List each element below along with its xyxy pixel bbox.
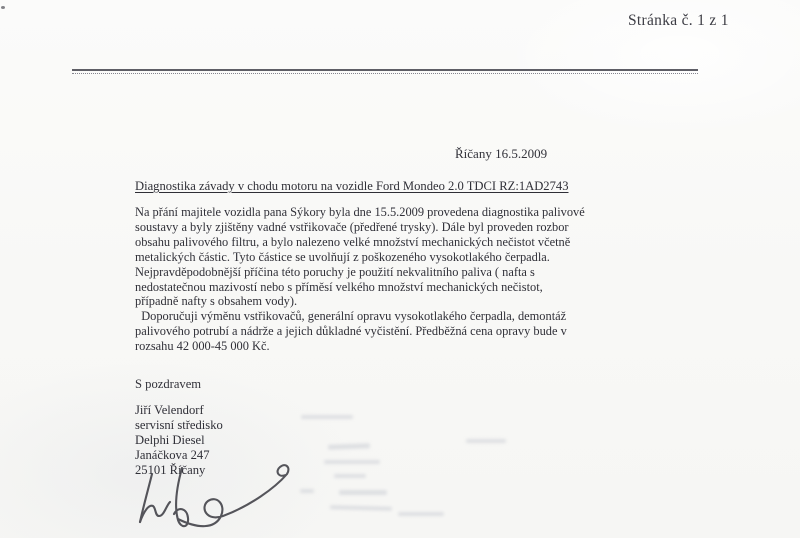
letter-closing: S pozdravem (135, 377, 202, 391)
bleed-through-smudge (301, 415, 353, 419)
signatory-name: Jiří Velendorf (135, 403, 204, 417)
bleed-through-smudge (339, 490, 387, 495)
body-line: Na přání majitele vozidla pana Sýkory byla dne 15.5.2009 provedena diagnostika palivové (135, 205, 585, 219)
handwritten-signature (128, 458, 318, 536)
body-line: případně nafty s obsahem vody). (135, 294, 298, 309)
bleed-through-smudge (328, 443, 370, 449)
signatory-street: Janáčkova 247 (135, 448, 210, 463)
body-line: rozsahu 42 000-45 000 Kč. (135, 339, 270, 354)
letter-date: Říčany 16.5.2009 (455, 146, 548, 161)
horizontal-rule-dotted (72, 73, 698, 74)
signatory-role: servisní středisko (135, 418, 223, 433)
bleed-through-smudge (330, 505, 392, 511)
bleed-through-smudge (334, 474, 366, 478)
body-line: obsahu palivového filtru, a bylo nalezeno velké množství mechanických nečistot včetně (135, 234, 571, 249)
signatory-company: Delphi Diesel (135, 433, 205, 448)
body-line: Doporučuji výměnu vstřikovačů, generální opravu vysokotlakého čerpadla, demontáž (135, 309, 567, 324)
body-line: soustavy a byly zjištěny vadné vstřikovače (předřené trysky). Dále byl proveden rozbor (135, 219, 569, 234)
body-line: palivového potrubí a nádrže a jejich důkladné vyčistění. Předběžná cena opravy bude v (135, 324, 567, 339)
bleed-through-smudge (324, 460, 380, 464)
signatory-city: 25101 Říčany (135, 463, 206, 478)
page-number-header: Stránka č. 1 z 1 (628, 12, 729, 29)
horizontal-rule (72, 69, 698, 71)
body-line: metalických částic. Tyto částice se uvolňují z poškozeného vysokotlakého čerpadla. (135, 249, 550, 264)
bleed-through-smudge (300, 489, 314, 493)
bleed-through-smudge (398, 512, 444, 516)
body-line: Nejpravděpodobnější příčina této poruchy je použití nekvalitního paliva ( nafta s (135, 264, 535, 279)
bleed-through-smudge (466, 439, 506, 443)
body-line: nedostatečnou mazivostí nebo s příměsí velkého množství mechanických nečistot, (135, 279, 543, 294)
scan-artifact-speck (1, 6, 5, 9)
letter-body (135, 205, 621, 354)
letter-title: Diagnostika závady v chodu motoru na vozidle Ford Mondeo 2.0 TDCI RZ:1AD2743 (135, 179, 569, 193)
